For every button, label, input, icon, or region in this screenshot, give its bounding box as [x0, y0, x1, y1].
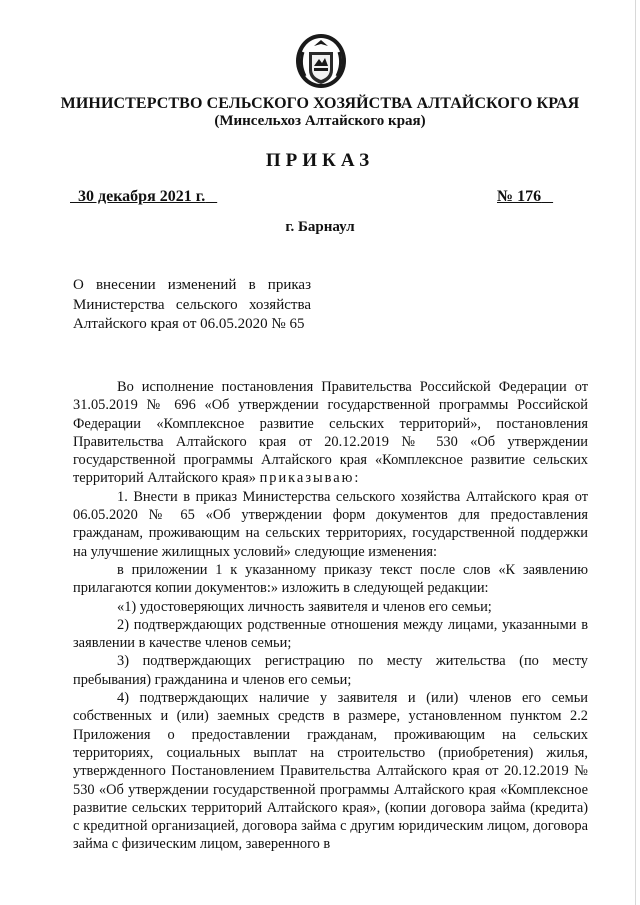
document-title: ПРИКАЗ — [265, 150, 375, 171]
order-action-word: приказываю: — [259, 470, 361, 487]
document-subject — [73, 276, 311, 335]
body-paragraph-list-1: «1) удостоверяющих личность заявителя и членов его семьи; — [117, 598, 492, 615]
ministry-name: МИНИСТЕРСТВО СЕЛЬСКОГО ХОЗЯЙСТВА АЛТАЙСКОГО КРАЯ — [60, 95, 580, 112]
subject-line-3: Алтайского края от 06.05.2020 № 65 — [73, 316, 305, 332]
ministry-short-name: (Минсельхоз Алтайского края) — [214, 113, 426, 129]
body-paragraph-list-2: 2) подтверждающих родственные отношения между лицами, указанными в заявлении в качестве членов семьи; — [73, 616, 588, 652]
body-paragraph-list-4: 4) подтверждающих наличие у заявителя и (или) членов его семьи собственных и (или) заемных средств в размере, установленном пунктом 2.2 Приложения о предоставлении гражданам, проживающим на сельских территориях, социальных выплат на строительство (приобретения) жилья, утвержденного Постановлением Правительства Алтайского края от 20.12.2019 № 530 «Об утверждении государственной программы Алтайского края «Комплексное развитие сельских территорий Алтайского края», (копии договора займа (кредита) с кредитной организацией, договора займа с другим юридическим лицом, договора займа с физическим лицом, заверенного в — [73, 690, 588, 853]
document-number: № 176 — [497, 188, 542, 205]
body-paragraph-annex: в приложении 1 к указанному приказу текст после слов «К заявлению прилагаются копии документов:» изложить в следующей редакции: — [73, 561, 588, 597]
document-city: г. Барнаул — [285, 219, 355, 235]
subject-line-1: О внесении изменений в приказ — [73, 277, 311, 293]
subject-line-2: Министерства сельского хозяйства — [73, 296, 311, 313]
coat-of-arms-emblem — [293, 30, 349, 90]
body-paragraph-list-3: 3) подтверждающих регистрацию по месту жительства (по месту пребывания) гражданина и членов его семьи; — [73, 653, 588, 688]
document-body — [73, 378, 588, 854]
body-paragraph-preamble: Во исполнение постановления Правительства Российской Федерации от 31.05.2019 № 696 «Об утверждении государственной программы Российской Федерации «Комплексное развитие сельских территорий», постановления Правительства Алтайского края от 20.12.2019 № 530 «Об утверждении государственной программы Алтайского края «Комплексное развитие сельских территорий Алтайского края» приказываю: — [73, 379, 588, 487]
body-paragraph-item-1: 1. Внести в приказ Министерства сельского хозяйства Алтайского края от 06.05.2020 № 65 «Об утверждении форм документов для предоставления гражданам, проживающим на сельских территориях, государственной поддержки на улучшение жилищных условий» следующие изменения: — [73, 488, 588, 560]
page-edge-line — [635, 0, 636, 905]
document-date: 30 декабря 2021 г. — [78, 188, 206, 205]
